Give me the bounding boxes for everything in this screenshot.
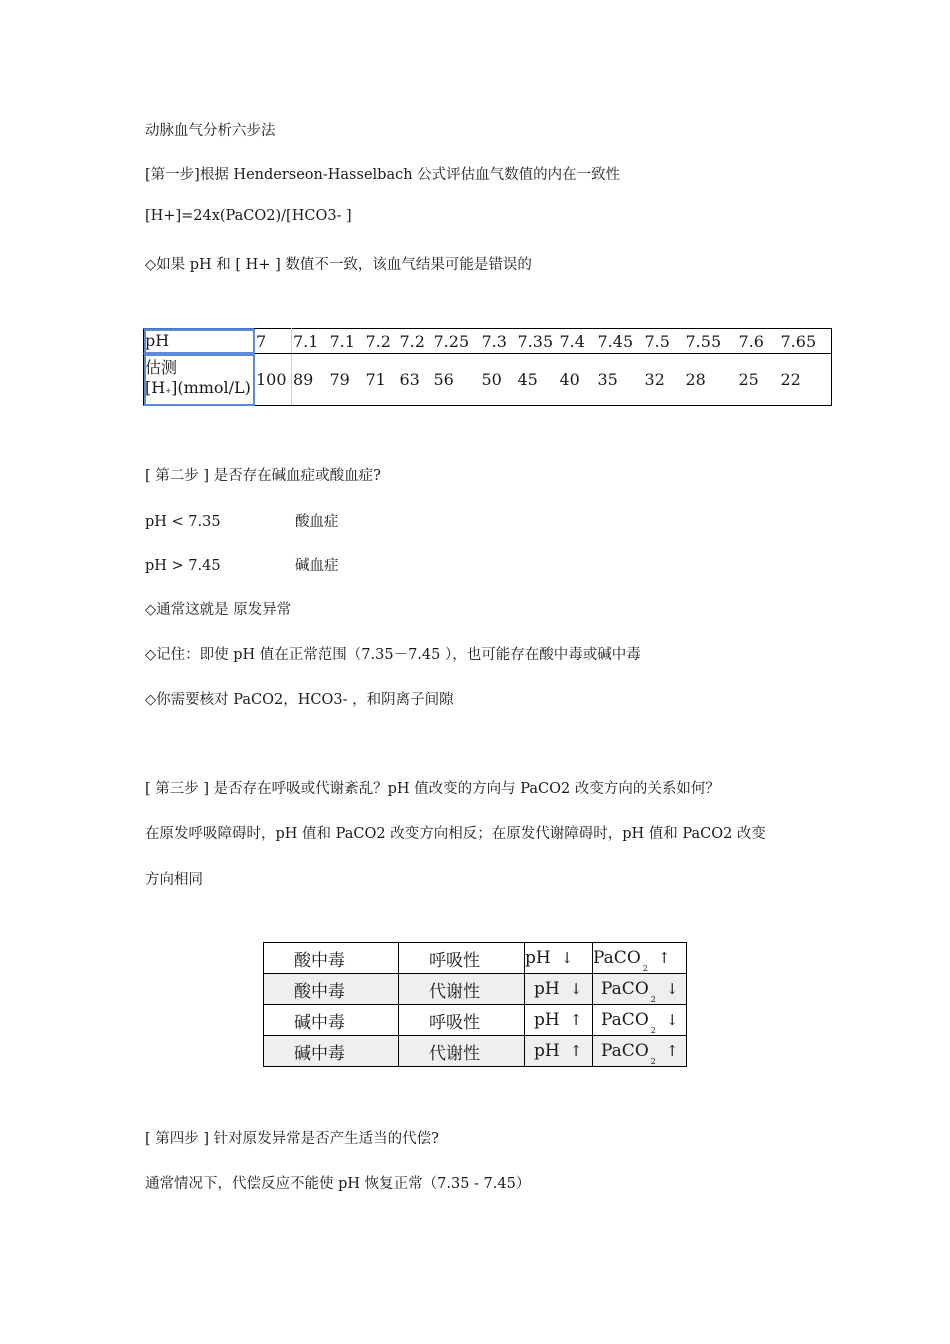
ph-arrow-icon: ↓ xyxy=(560,949,574,967)
disorder-type: 碱中毒 xyxy=(264,1036,399,1067)
h-value: 32 xyxy=(644,354,685,406)
ph-h-table xyxy=(143,328,832,406)
acid-base-row xyxy=(264,943,687,974)
paco2-direction xyxy=(593,1005,687,1036)
paco2-arrow-icon: ↑ xyxy=(657,949,671,967)
h-label-line2a: [H xyxy=(145,378,166,397)
h-value: 79 xyxy=(329,354,365,406)
ph-direction xyxy=(525,943,593,974)
ph-arrow-icon: ↓ xyxy=(569,980,583,998)
h-value: 45 xyxy=(517,354,559,406)
h-value: 89 xyxy=(292,354,329,406)
ph-arrow-icon: ↑ xyxy=(569,1042,583,1060)
ph-value: 7.2 xyxy=(365,329,399,354)
acid-base-row xyxy=(264,1036,687,1067)
ph-row xyxy=(144,329,832,354)
paco2-sub: 2 xyxy=(642,964,648,973)
disorder-type: 酸中毒 xyxy=(264,943,399,974)
step2-note2: ◇记住：即使 pH 值在正常范围（7.35－7.45 ），也可能存在酸中毒或碱中毒 xyxy=(145,647,641,663)
h-value: 50 xyxy=(481,354,517,406)
step4-text: 通常情况下，代偿反应不能使 pH 恢复正常（7.35 - 7.45） xyxy=(145,1176,531,1192)
paco2-label: PaCO xyxy=(601,1010,649,1030)
paco2-label: PaCO xyxy=(601,979,649,999)
paco2-direction xyxy=(593,1036,687,1067)
ph-value: 7.55 xyxy=(685,329,738,354)
ph-label: pH xyxy=(534,979,560,999)
ph-label: pH xyxy=(534,1010,560,1030)
ph-value: 7.1 xyxy=(292,329,329,354)
disorder-kind: 代谢性 xyxy=(399,1036,525,1067)
acid-base-row xyxy=(264,974,687,1005)
disorder-kind: 呼吸性 xyxy=(399,1005,525,1036)
paco2-sub: 2 xyxy=(650,1026,656,1035)
paco2-sub: 2 xyxy=(650,1057,656,1066)
ph-direction xyxy=(525,1005,593,1036)
ph-value: 7.45 xyxy=(597,329,644,354)
ph-direction xyxy=(525,1036,593,1067)
acid-base-row xyxy=(264,1005,687,1036)
document-title: 动脉血气分析六步法 xyxy=(145,123,276,139)
h-value: 28 xyxy=(685,354,738,406)
h-value: 22 xyxy=(780,354,832,406)
h-value: 40 xyxy=(559,354,597,406)
paco2-direction xyxy=(593,943,687,974)
step3-heading: [ 第三步 ] 是否存在呼吸或代谢紊乱？pH 值改变的方向与 PaCO2 改变方向的关系如何？ xyxy=(145,781,720,797)
ph-direction xyxy=(525,974,593,1005)
ph-value: 7 xyxy=(255,329,292,354)
paco2-arrow-icon: ↑ xyxy=(665,1042,679,1060)
disorder-type: 碱中毒 xyxy=(264,1005,399,1036)
h-label-line2b: ](mmol/L) xyxy=(171,378,251,397)
step3-text1: 在原发呼吸障碍时，pH 值和 PaCO2 改变方向相反；在原发代谢障碍时，pH 值和 PaCO2 改变 xyxy=(145,826,766,842)
paco2-label: PaCO xyxy=(593,948,641,968)
step2-cond2: pH > 7.45 xyxy=(145,558,221,574)
ph-row-label: pH xyxy=(144,329,255,354)
paco2-sub: 2 xyxy=(650,995,656,1004)
h-label-line1: 估测 xyxy=(145,358,178,377)
step2-res2: 碱血症 xyxy=(295,558,339,574)
ph-value: 7.65 xyxy=(780,329,832,354)
ph-value: 7.3 xyxy=(481,329,517,354)
paco2-label: PaCO xyxy=(601,1041,649,1061)
h-value: 71 xyxy=(365,354,399,406)
h-value: 35 xyxy=(597,354,644,406)
ph-label: pH xyxy=(534,1041,560,1061)
step2-cond2-line xyxy=(145,554,339,575)
step2-note1: ◇通常这就是 原发异常 xyxy=(145,602,292,618)
step2-cond1-line xyxy=(145,510,339,531)
disorder-kind: 代谢性 xyxy=(399,974,525,1005)
h-value: 63 xyxy=(399,354,433,406)
ph-label: pH xyxy=(525,948,551,968)
h-value: 56 xyxy=(433,354,481,406)
step1-note: ◇如果 pH 和 [ H+ ] 数值不一致，该血气结果可能是错误的 xyxy=(145,257,532,273)
ph-arrow-icon: ↑ xyxy=(569,1011,583,1029)
disorder-type: 酸中毒 xyxy=(264,974,399,1005)
paco2-arrow-icon: ↓ xyxy=(665,1011,679,1029)
step2-cond1: pH < 7.35 xyxy=(145,514,221,530)
paco2-arrow-icon: ↓ xyxy=(665,980,679,998)
ph-value: 7.2 xyxy=(399,329,433,354)
h-row xyxy=(144,354,832,406)
ph-value: 7.25 xyxy=(433,329,481,354)
step3-text2: 方向相同 xyxy=(145,872,203,888)
step1-heading: [第一步]根据 Henderseon-Hasselbach 公式评估血气数值的内在一致性 xyxy=(145,167,621,183)
h-label-sup: + xyxy=(165,387,172,395)
ph-value: 7.6 xyxy=(738,329,780,354)
ph-value: 7.5 xyxy=(644,329,685,354)
step2-res1: 酸血症 xyxy=(295,514,339,530)
h-value: 25 xyxy=(738,354,780,406)
acid-base-table xyxy=(263,942,687,1067)
h-row-label xyxy=(144,354,255,406)
disorder-kind: 呼吸性 xyxy=(399,943,525,974)
ph-value: 7.35 xyxy=(517,329,559,354)
step1-formula: [H+]=24x(PaCO2)/[HCO3- ] xyxy=(145,208,352,224)
paco2-direction xyxy=(593,974,687,1005)
step2-heading: [ 第二步 ] 是否存在碱血症或酸血症? xyxy=(145,468,381,484)
ph-value: 7.4 xyxy=(559,329,597,354)
step2-note3: ◇你需要核对 PaCO2，HCO3- ，和阴离子间隙 xyxy=(145,692,454,708)
ph-value: 7.1 xyxy=(329,329,365,354)
step4-heading: [ 第四步 ] 针对原发异常是否产生适当的代偿? xyxy=(145,1131,439,1147)
h-value: 100 xyxy=(255,354,292,406)
